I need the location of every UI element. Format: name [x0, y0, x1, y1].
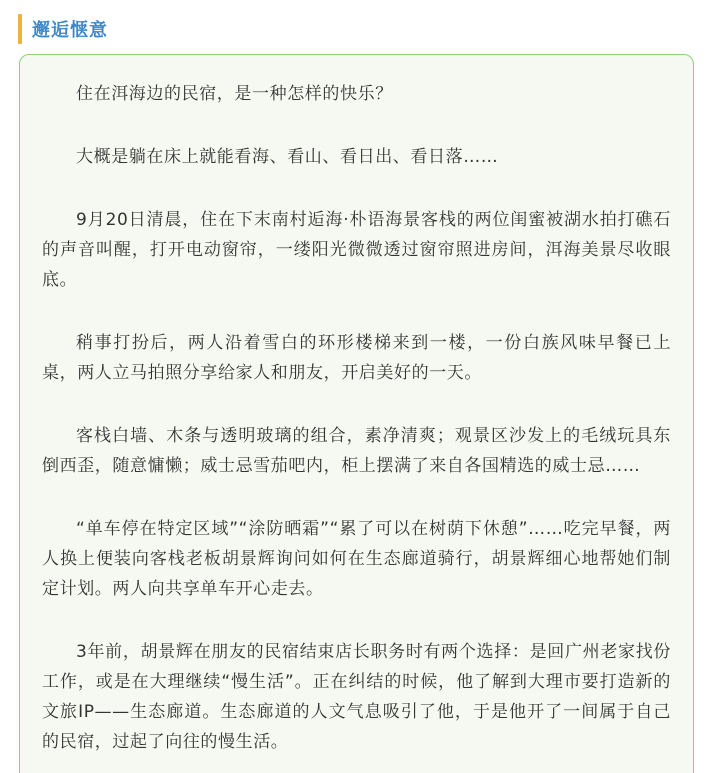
- paragraph-5: 客栈白墙、木条与透明玻璃的组合，素净清爽；观景区沙发上的毛绒玩具东倒西歪，随意慵懒；威士忌雪茄吧内，柜上摆满了来自各国精选的威士忌……: [42, 426, 671, 476]
- header-accent-bar: [18, 14, 22, 44]
- section-title: 邂逅惬意: [32, 20, 108, 41]
- paragraph-4: 稍事打扮后，两人沿着雪白的环形楼梯来到一楼，一份白族风味早餐已上桌，两人立马拍照分享给家人和朋友，开启美好的一天。: [42, 333, 671, 383]
- article-card: [19, 54, 694, 773]
- paragraph-7: 3年前，胡景辉在朋友的民宿结束店长职务时有两个选择：是回广州老家找份工作，或是在大理继续“慢生活”。正在纠结的时候，他了解到大理市要打造新的文旅IP——生态廊道。生态廊道的人文气息吸引了他，于是他开了一间属于自己的民宿，过起了向往的慢生活。: [42, 642, 671, 752]
- section-header: [18, 14, 108, 44]
- paragraph-1: 住在洱海边的民宿，是一种怎样的快乐？: [76, 84, 393, 104]
- paragraph-2: 大概是躺在床上就能看海、看山、看日出、看日落……: [76, 147, 499, 167]
- paragraph-6: “单车停在特定区域”“涂防晒霜”“累了可以在树荫下休憩”……吃完早餐，两人换上便装向客栈老板胡景辉询问如何在生态廊道骑行，胡景辉细心地帮她们制定计划。两人向共享单车开心走去。: [42, 519, 671, 599]
- paragraph-3: 9月20日清晨，住在下末南村逅海·朴语海景客栈的两位闺蜜被湖水拍打礁石的声音叫醒，打开电动窗帘，一缕阳光微微透过窗帘照进房间，洱海美景尽收眼底。: [42, 210, 671, 290]
